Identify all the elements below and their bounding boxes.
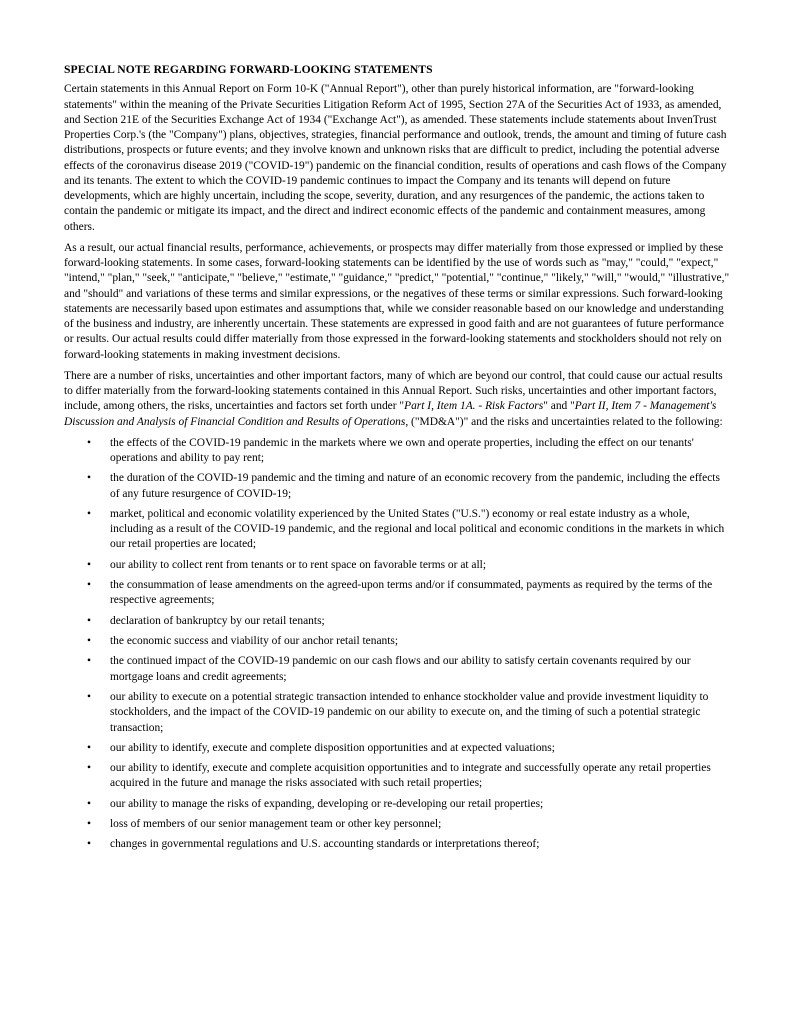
risk-intro-text-tail: , ("MD&A")" and the risks and uncertainties related to the following:: [405, 415, 723, 428]
list-item-text: our ability to manage the risks of expanding, developing or re-developing our retail properties;: [110, 797, 544, 810]
risk-intro-text: There are a number of risks, uncertainties and other important factors, many of which are beyond our control, that could cause our actual results to differ materially from the forward-looking statements contained in this Annual Report. Such risks, uncertainties and other important factors, include, among others, the risks, uncertainties and factors set forth under ": [64, 369, 723, 413]
list-item-text: the economic success and viability of our anchor retail tenants;: [110, 635, 399, 648]
risk-intro-text-joiner: " and ": [543, 400, 575, 413]
paragraph-intro: Certain statements in this Annual Report on Form 10-K ("Annual Report"), other than purely historical information, are "forward-looking statements" within the meaning of the Private Securities Litigation Reform Act of 1995, Section 27A of the Securities Act of 1933, as amended, and Section 21E of the Securities Exchange Act of 1934 ("Exchange Act"), as amended. These statements include statements about InvenTrust Properties Corp.'s (the "Company") plans, objectives, strategies, financial performance and outlook, trends, the amount and timing of future cash distributions, prospects or future events; and they involve known and unknown risks that are difficult to predict, including the potential adverse effects of the coronavirus disease 2019 ("COVID-19") pandemic on the financial condition, results of operations and cash flows of the Company and its tenants. The extent to which the COVID-19 pandemic continues to impact the Company and its tenants will depend on future developments, which are highly uncertain, including the scope, severity, duration, and any resurgences of the pandemic, the actions taken to contain the pandemic or mitigate its impact, and the direct and indirect economic effects of the pandemic and containment measures, among others.: [64, 83, 727, 233]
list-item: [64, 471, 732, 502]
list-item: [64, 741, 732, 756]
list-item-text: our ability to identify, execute and complete acquisition opportunities and to integrate and successfully operate any retail properties acquired in the future and manage the risks associated with such retail properties;: [110, 762, 711, 790]
list-item: [64, 690, 732, 736]
list-item-text: changes in governmental regulations and U.S. accounting standards or interpretations thereof;: [110, 838, 540, 851]
risk-bullet-list: [64, 436, 732, 853]
list-item: [64, 578, 732, 609]
bullet-icon: •: [87, 436, 92, 449]
list-item-text: declaration of bankruptcy by our retail tenants;: [110, 614, 325, 627]
list-item-text: loss of members of our senior management team or other key personnel;: [110, 818, 442, 831]
list-item: [64, 436, 732, 467]
list-item: [64, 654, 732, 685]
list-item-text: our ability to execute on a potential strategic transaction intended to enhance stockholder value and provide investment liquidity to stockholders, and the impact of the COVID-19 pandemic on our ability to execute on, and the timing of such a potential strategic transaction;: [110, 691, 709, 734]
list-item: [64, 614, 732, 629]
bullet-icon: •: [87, 472, 92, 485]
list-item: [64, 837, 732, 852]
list-item: [64, 761, 732, 792]
bullet-icon: •: [87, 691, 92, 703]
bullet-icon: •: [87, 579, 92, 592]
section-heading: SPECIAL NOTE REGARDING FORWARD-LOOKING STATEMENTS: [64, 63, 433, 76]
bullet-icon: •: [87, 655, 92, 668]
bullet-icon: •: [87, 507, 92, 520]
bullet-icon: •: [87, 614, 92, 627]
paragraph-risk-factors: [64, 369, 732, 430]
bullet-icon: •: [87, 762, 92, 775]
bullet-icon: •: [87, 818, 92, 831]
bullet-icon: •: [87, 635, 92, 648]
mdna-reference: Part II, Item 7 - Management's Discussion and Analysis of Financial Condition and Results of Operations: [64, 400, 717, 428]
paragraph-results: As a result, our actual financial results, performance, achievements, or prospects may differ materially from those expressed or implied by these forward-looking statements. In some cases, forward-looking statements can be identified by the use of words such as "may," "could," "expect," "intend," "plan," "seek," "anticipate," "believe," "estimate," "guidance," "predict," "potential," "continue," "likely," "will," "would," "illustrative," and "should" and variations of these terms and similar expressions, or the negatives of these terms or similar expressions. Such forward-looking statements are necessarily based upon estimates and assumptions that, while we consider reasonable based on our knowledge and understanding of the business and industry, are inherently uncertain. These statements are expressed in good faith and are not guarantees of future performance or results. Our actual results could differ materially from those expressed in the forward-looking statements and stockholders should not rely on forward-looking statements in making investment decisions.: [64, 241, 730, 361]
risk-factors-reference: Part I, Item 1A. - Risk Factors: [404, 400, 544, 413]
bullet-icon: •: [87, 558, 92, 571]
list-item-text: the continued impact of the COVID-19 pandemic on our cash flows and our ability to satisfy certain covenants required by our mortgage loans and credit agreements;: [110, 655, 691, 683]
list-item-text: our ability to identify, execute and complete disposition opportunities and at expected valuations;: [110, 741, 555, 754]
bullet-icon: •: [87, 838, 92, 851]
list-item: [64, 797, 732, 812]
list-item: [64, 507, 732, 553]
bullet-icon: •: [87, 741, 92, 754]
list-item: [64, 634, 732, 649]
list-item: [64, 817, 732, 832]
document-page: [64, 62, 732, 858]
list-item: [64, 558, 732, 573]
list-item-text: our ability to collect rent from tenants or to rent space on favorable terms or at all;: [110, 558, 487, 571]
bullet-icon: •: [87, 797, 92, 810]
list-item-text: market, political and economic volatility experienced by the United States ("U.S.") economy or real estate industry as a whole, including as a result of the COVID-19 pandemic, and the regional and local political and economic conditions in the markets in which our retail properties are located;: [110, 507, 725, 551]
list-item-text: the effects of the COVID-19 pandemic in the markets where we own and operate properties, including the effect on our tenants' operations and ability to pay rent;: [110, 436, 694, 464]
list-item-text: the consummation of lease amendments on the agreed-upon terms and/or if consummated, payments as required by the terms of the respective agreements;: [110, 579, 713, 607]
list-item-text: the duration of the COVID-19 pandemic and the timing and nature of an economic recovery from the pandemic, including the effects of any future resurgence of COVID-19;: [110, 472, 720, 500]
